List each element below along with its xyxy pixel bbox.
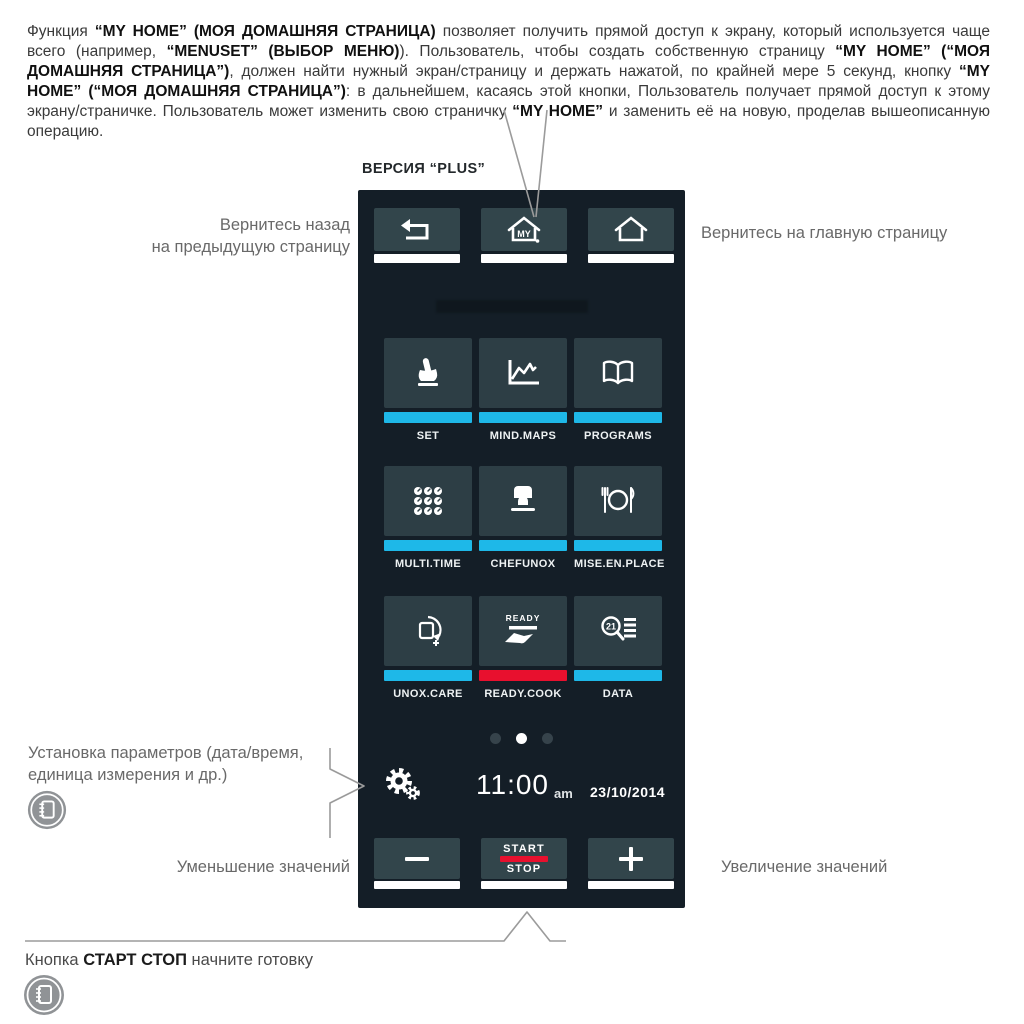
device-panel (358, 190, 685, 908)
minus-icon (405, 857, 429, 861)
plus-button[interactable] (588, 838, 674, 889)
my-home-icon (503, 214, 545, 246)
tile-unox-care[interactable]: UNOX.CARE (384, 596, 472, 700)
annotation-settings: Установка параметров (дата/время, единица измерения и др.) (28, 744, 304, 784)
return-icon (397, 215, 437, 245)
faint-ghost-text (436, 300, 588, 313)
nav-row (374, 208, 674, 263)
grid-row (384, 338, 662, 442)
svg-text:READY: READY (505, 613, 541, 623)
page-indicator (358, 733, 685, 744)
annotation-decrease: Уменьшение значений (176, 858, 350, 876)
back-button[interactable] (374, 208, 460, 263)
svg-text:MY: MY (517, 228, 531, 239)
open-book-icon (598, 356, 638, 390)
page-dot[interactable] (490, 733, 501, 744)
ready-hand-icon (501, 612, 545, 650)
annotation-back: Вернитесь назад на предыдущую страницу (151, 216, 350, 256)
chart-line-icon (503, 356, 543, 390)
tile-chefunox[interactable]: CHEFUNOX (479, 466, 567, 570)
chef-hat-icon (503, 484, 543, 518)
tile-ready-cook[interactable]: READY READY.COOK (479, 596, 567, 700)
manual-icon (22, 973, 66, 1017)
tile-multi-time[interactable]: MULTI.TIME (384, 466, 472, 570)
version-label: ВЕРСИЯ “PLUS” (362, 161, 486, 177)
grid-row (384, 466, 665, 570)
page-dot-active[interactable] (516, 733, 527, 744)
start-stop-button[interactable] (481, 838, 567, 889)
tile-programs[interactable]: PROGRAMS (574, 338, 662, 442)
home-icon (610, 214, 652, 246)
care-refresh-icon (408, 614, 448, 648)
page-dot[interactable] (542, 733, 553, 744)
home-button[interactable] (588, 208, 674, 263)
intro-paragraph: Функция “MY HOME” (МОЯ ДОМАШНЯЯ СТРАНИЦА) позволяет получить прямой доступ к экрану, который используется чаще всего (например, “MENUSET” (ВЫБОР МЕНЮ)). Пользователь, чтобы создать собственную страницу “MY HOME” (“МОЯ ДОМАШНЯЯ СТРАНИЦА”), должен найти нужный экран/страницу и держать нажатой, по крайней мере 5 секунд, кнопку “MY HOME” (“МОЯ ДОМАШНЯЯ СТРАНИЦА”): в дальнейшем, касаясь этой кнопки, Пользователь получает прямой доступ к этому экрану/страничке. Пользователь может изменить свою страничку “MY HOME” и заменить её на новую, проделав вышеописанную операцию. (27, 22, 990, 140)
clock-time: 11:00 (476, 769, 549, 800)
my-home-button[interactable] (481, 208, 567, 263)
annotation-increase: Увеличение значений (721, 858, 888, 876)
stop-label: STOP (506, 862, 542, 875)
clock-grid-icon (408, 484, 448, 518)
date-display: 23/10/2014 (590, 784, 666, 800)
control-row (374, 838, 674, 889)
plus-icon (619, 847, 643, 871)
annotation-home: Вернитесь на главную страницу (701, 224, 948, 242)
grid-row (384, 596, 662, 700)
minus-button[interactable] (374, 838, 460, 889)
start-stop-red-bar (500, 856, 548, 862)
plate-cutlery-icon (598, 484, 638, 518)
svg-text:21: 21 (605, 621, 617, 632)
manual-icon (26, 789, 68, 831)
gear-icon[interactable] (384, 766, 424, 802)
magnifier-list-icon (598, 614, 638, 648)
tile-mise-en-place[interactable]: MISE.EN.PLACE (574, 466, 662, 570)
tile-mind-maps[interactable]: MIND.MAPS (479, 338, 567, 442)
tile-set[interactable]: SET (384, 338, 472, 442)
start-stop-caption: Кнопка СТАРТ СТОП начните готовку (25, 951, 313, 969)
clock-meridiem: am (554, 786, 573, 801)
start-label: START (503, 842, 545, 855)
tile-data[interactable]: 21 DATA (574, 596, 662, 700)
touch-hand-icon (408, 356, 448, 390)
